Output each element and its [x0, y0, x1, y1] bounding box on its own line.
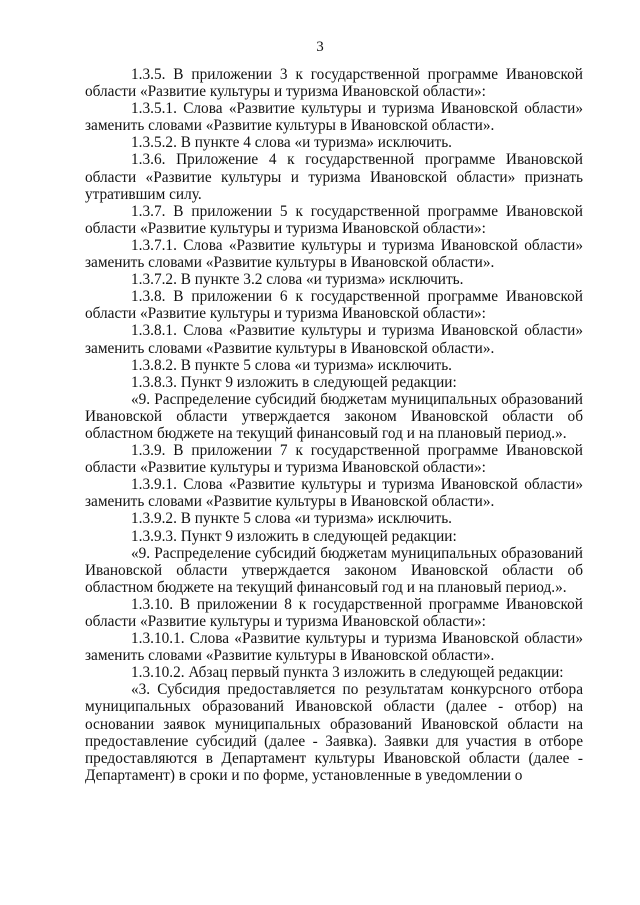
paragraph-1-3-6: 1.3.6. Приложение 4 к государственной программе Ивановской области «Развитие культуры и туризма Ивановской области» признать утратившим силу.: [85, 151, 583, 203]
paragraph-1-3-9-3: 1.3.9.3. Пункт 9 изложить в следующей редакции:: [131, 527, 457, 545]
quoted-item-9-second: «9. Распределение субсидий бюджетам муниципальных образований Ивановской области утверждается законом Ивановской области об областном бюджете на текущий финансовый год и на плановый период.».: [85, 544, 583, 596]
paragraph-1-3-7-2: 1.3.7.2. В пункте 3.2 слова «и туризма» исключить.: [131, 271, 464, 289]
paragraph-1-3-10-2: 1.3.10.2. Абзац первый пункта 3 изложить в следующей редакции:: [131, 664, 564, 682]
page-number: 3: [316, 39, 324, 55]
paragraph-1-3-5-2: 1.3.5.2. В пункте 4 слова «и туризма» исключить.: [131, 134, 453, 152]
document-body: [85, 66, 583, 784]
paragraph-1-3-8-2: 1.3.8.2. В пункте 5 слова «и туризма» исключить.: [131, 356, 453, 374]
paragraph-1-3-9-2: 1.3.9.2. В пункте 5 слова «и туризма» исключить.: [131, 510, 453, 528]
paragraph-1-3-10-1: 1.3.10.1. Слова «Развитие культуры и туризма Ивановской области» заменить словами «Развитие культуры в Ивановской области».: [85, 630, 583, 665]
paragraph-1-3-9-1: 1.3.9.1. Слова «Развитие культуры и туризма Ивановской области» заменить словами «Развитие культуры в Ивановской области».: [85, 476, 583, 511]
paragraph-1-3-5: 1.3.5. В приложении 3 к государственной программе Ивановской области «Развитие культуры и туризма Ивановской области»:: [85, 66, 583, 101]
paragraph-1-3-8: 1.3.8. В приложении 6 к государственной программе Ивановской области «Развитие культуры и туризма Ивановской области»:: [85, 288, 583, 323]
paragraph-1-3-9: 1.3.9. В приложении 7 к государственной программе Ивановской области «Развитие культуры и туризма Ивановской области»:: [85, 442, 583, 477]
paragraph-1-3-7: 1.3.7. В приложении 5 к государственной программе Ивановской области «Развитие культуры и туризма Ивановской области»:: [85, 202, 583, 237]
quoted-item-3: «3. Субсидия предоставляется по результатам конкурсного отбора муниципальных образований Ивановской области (далее - отбор) на основании заявок муниципальных образований Ивановской области на предоставление субсидий (далее - Заявка). Заявки для участия в отборе предоставляются в Департамент культуры Ивановской области (далее - Департамент) в сроки и по форме, установленные в уведомлении о: [85, 681, 583, 784]
paragraph-1-3-8-1: 1.3.8.1. Слова «Развитие культуры и туризма Ивановской области» заменить словами «Развитие культуры в Ивановской области».: [85, 322, 583, 357]
quoted-item-9-first: «9. Распределение субсидий бюджетам муниципальных образований Ивановской области утверждается законом Ивановской области об областном бюджете на текущий финансовый год и на плановый период.».: [85, 390, 583, 442]
paragraph-1-3-7-1: 1.3.7.1. Слова «Развитие культуры и туризма Ивановской области» заменить словами «Развитие культуры в Ивановской области».: [85, 236, 583, 272]
paragraph-1-3-8-3: 1.3.8.3. Пункт 9 изложить в следующей редакции:: [131, 373, 457, 391]
paragraph-1-3-5-1: 1.3.5.1. Слова «Развитие культуры и туризма Ивановской области» заменить словами «Развитие культуры в Ивановской области».: [85, 100, 583, 135]
paragraph-1-3-10: 1.3.10. В приложении 8 к государственной программе Ивановской области «Развитие культуры и туризма Ивановской области»:: [85, 595, 583, 630]
